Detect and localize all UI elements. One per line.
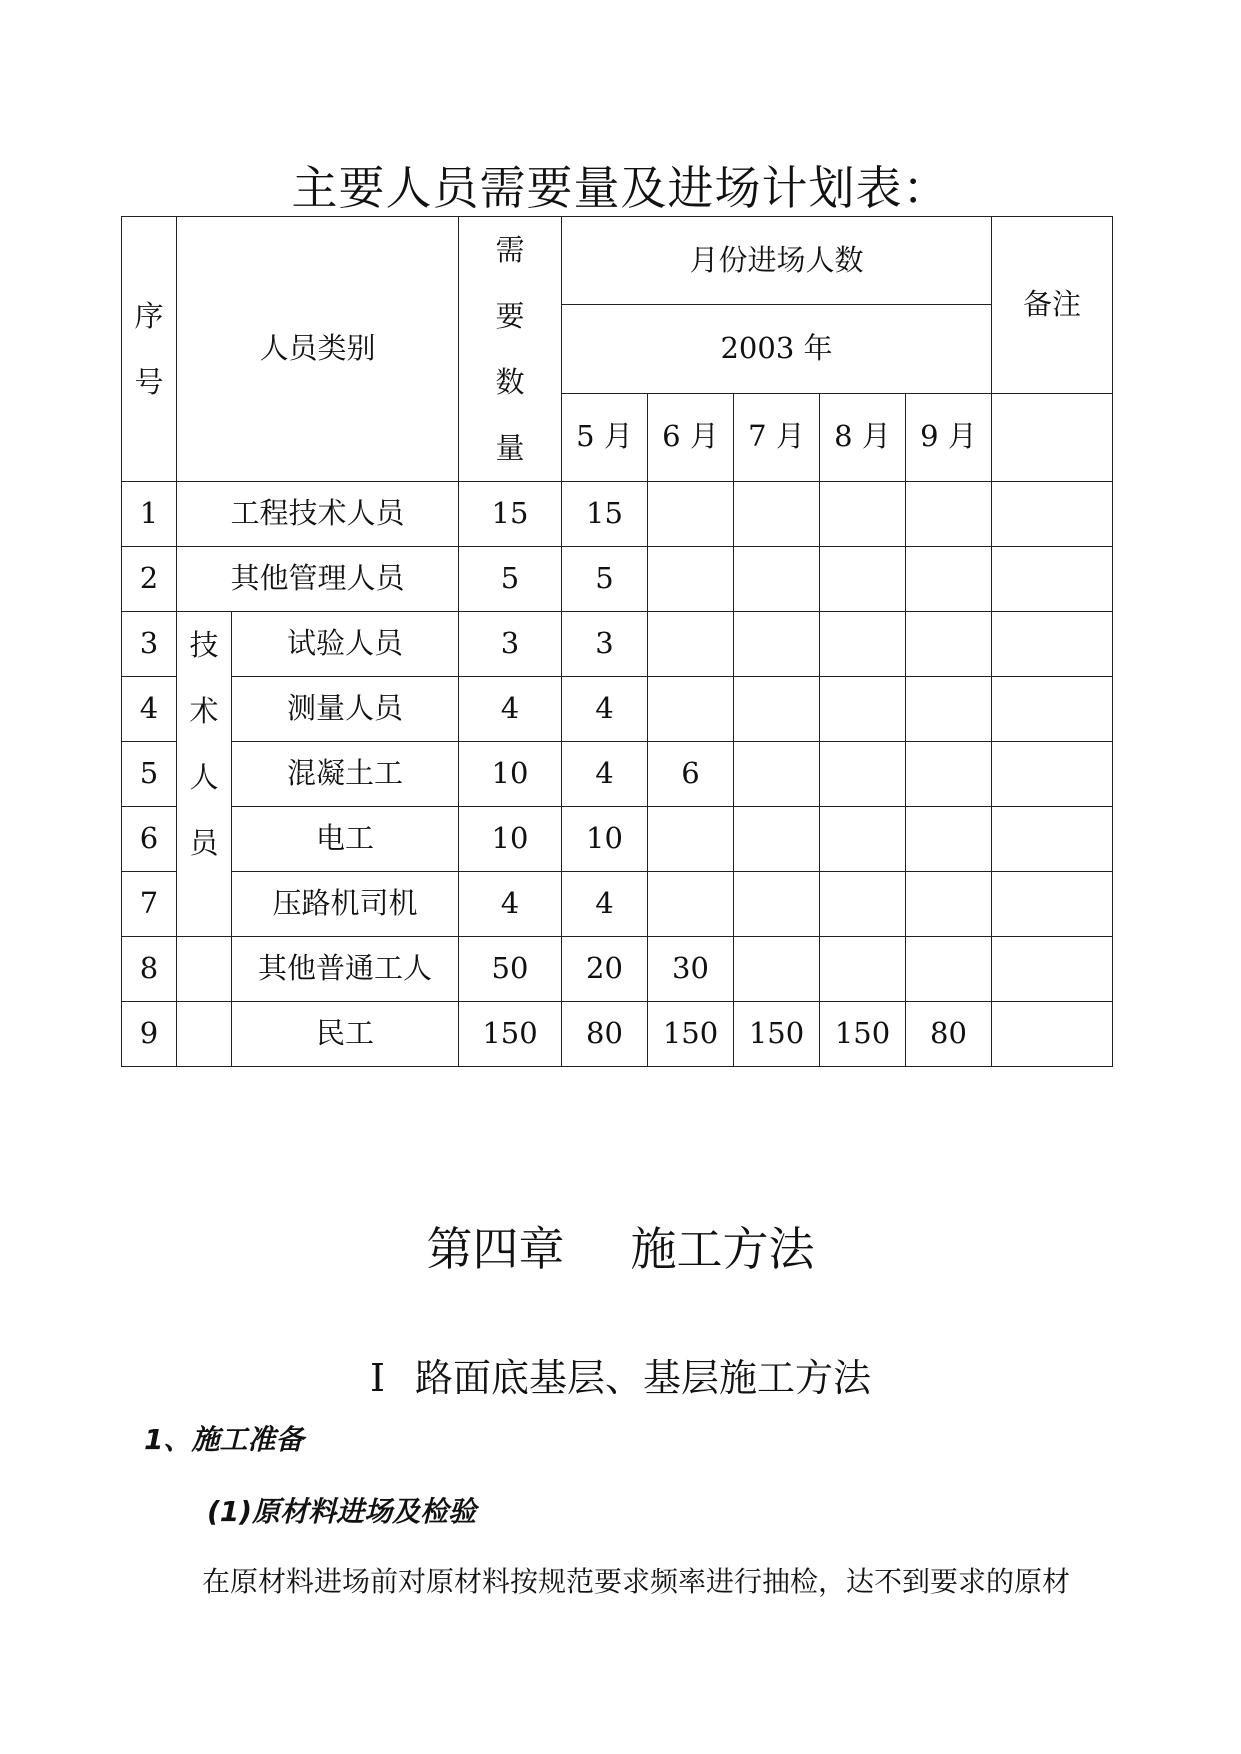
row-demand: 150 [459,1002,562,1067]
row-group-blank [177,1002,232,1067]
table-row [122,677,1113,742]
row-no: 8 [122,937,177,1002]
table-row [122,937,1113,1002]
row-m7 [734,872,820,937]
row-remark [992,677,1113,742]
chapter-number: 第四章 [426,1222,565,1276]
row-m9 [906,807,992,872]
row-demand: 4 [459,677,562,742]
row-m8 [820,807,906,872]
row-remark [992,807,1113,872]
row-m7 [734,807,820,872]
row-m9 [906,547,992,612]
row-m6 [648,807,734,872]
subheading-level2: (1)原材料进场及检验 [207,1495,477,1528]
table-row [122,807,1113,872]
row-m6: 6 [648,742,734,807]
row-group-blank [177,937,232,1002]
subheading-level1: 1、施工准备 [144,1423,304,1456]
row-name: 民工 [232,1002,459,1067]
header-year: 2003 年 [562,305,992,393]
row-m6 [648,872,734,937]
row-m7 [734,742,820,807]
row-m7 [734,612,820,677]
row-m8 [820,547,906,612]
row-demand: 50 [459,937,562,1002]
header-category: 人员类别 [177,217,459,482]
body-paragraph: 在原材料进场前对原材料按规范要求频率进行抽检，达不到要求的原材 [202,1565,1071,1598]
row-m6 [648,482,734,547]
row-name: 压路机司机 [232,872,459,937]
row-m8 [820,937,906,1002]
table-row [122,547,1113,612]
row-m7 [734,937,820,1002]
row-no: 3 [122,612,177,677]
row-m6 [648,677,734,742]
row-m6 [648,547,734,612]
row-m6: 150 [648,1002,734,1067]
header-remark: 备注 [992,217,1113,394]
section-title: 路面底基层、基层施工方法 [415,1356,872,1400]
row-m9 [906,937,992,1002]
header-monthly-group: 月份进场人数 [562,217,992,305]
row-no: 2 [122,547,177,612]
row-demand: 5 [459,547,562,612]
row-m9: 80 [906,1002,992,1067]
row-no: 9 [122,1002,177,1067]
row-m9 [906,612,992,677]
row-m6 [648,612,734,677]
row-remark [992,612,1113,677]
row-m9 [906,482,992,547]
row-m7 [734,677,820,742]
row-name: 其他管理人员 [177,547,459,612]
row-m7 [734,547,820,612]
table-row [122,742,1113,807]
row-demand: 10 [459,807,562,872]
header-demand: 需 要 数 量 [459,217,562,482]
chapter-title: 施工方法 [630,1222,815,1276]
row-m8: 150 [820,1002,906,1067]
row-no: 1 [122,482,177,547]
table-row [122,1002,1113,1067]
header-month: 5 月 [562,393,648,481]
row-demand: 15 [459,482,562,547]
chapter-heading [0,1213,1241,1279]
row-remark [992,482,1113,547]
header-remark-blank [992,393,1113,481]
row-m8 [820,677,906,742]
row-m5: 4 [562,872,648,937]
row-name: 其他普通工人 [232,937,459,1002]
row-name: 混凝土工 [232,742,459,807]
row-m5: 10 [562,807,648,872]
section-number: I [369,1356,385,1400]
row-remark [992,872,1113,937]
header-month: 7 月 [734,393,820,481]
row-m5: 20 [562,937,648,1002]
row-m9 [906,742,992,807]
row-name: 工程技术人员 [177,482,459,547]
row-m8 [820,612,906,677]
row-remark [992,742,1113,807]
row-remark [992,937,1113,1002]
table-row [122,612,1113,677]
row-no: 5 [122,742,177,807]
row-m5: 4 [562,677,648,742]
row-m5: 5 [562,547,648,612]
row-demand: 4 [459,872,562,937]
row-remark [992,1002,1113,1067]
personnel-plan-table [121,216,1113,1067]
row-no: 6 [122,807,177,872]
row-m8 [820,742,906,807]
row-m5: 3 [562,612,648,677]
row-m6: 30 [648,937,734,1002]
header-seq: 序 号 [122,217,177,482]
row-name: 测量人员 [232,677,459,742]
row-name: 电工 [232,807,459,872]
tech-group-label: 技 术 人 员 [177,612,232,937]
section-heading [0,1347,1241,1402]
header-month: 9 月 [906,393,992,481]
row-m5: 4 [562,742,648,807]
table-row [122,482,1113,547]
header-month: 8 月 [820,393,906,481]
row-m5: 80 [562,1002,648,1067]
row-m7 [734,482,820,547]
row-m9 [906,872,992,937]
row-remark [992,547,1113,612]
row-no: 7 [122,872,177,937]
row-m9 [906,677,992,742]
row-m7: 150 [734,1002,820,1067]
row-m5: 15 [562,482,648,547]
row-m8 [820,872,906,937]
row-demand: 10 [459,742,562,807]
table-row [122,872,1113,937]
row-no: 4 [122,677,177,742]
header-month: 6 月 [648,393,734,481]
row-name: 试验人员 [232,612,459,677]
table-title: 主要人员需要量及进场计划表： [291,161,950,215]
row-demand: 3 [459,612,562,677]
row-m8 [820,482,906,547]
